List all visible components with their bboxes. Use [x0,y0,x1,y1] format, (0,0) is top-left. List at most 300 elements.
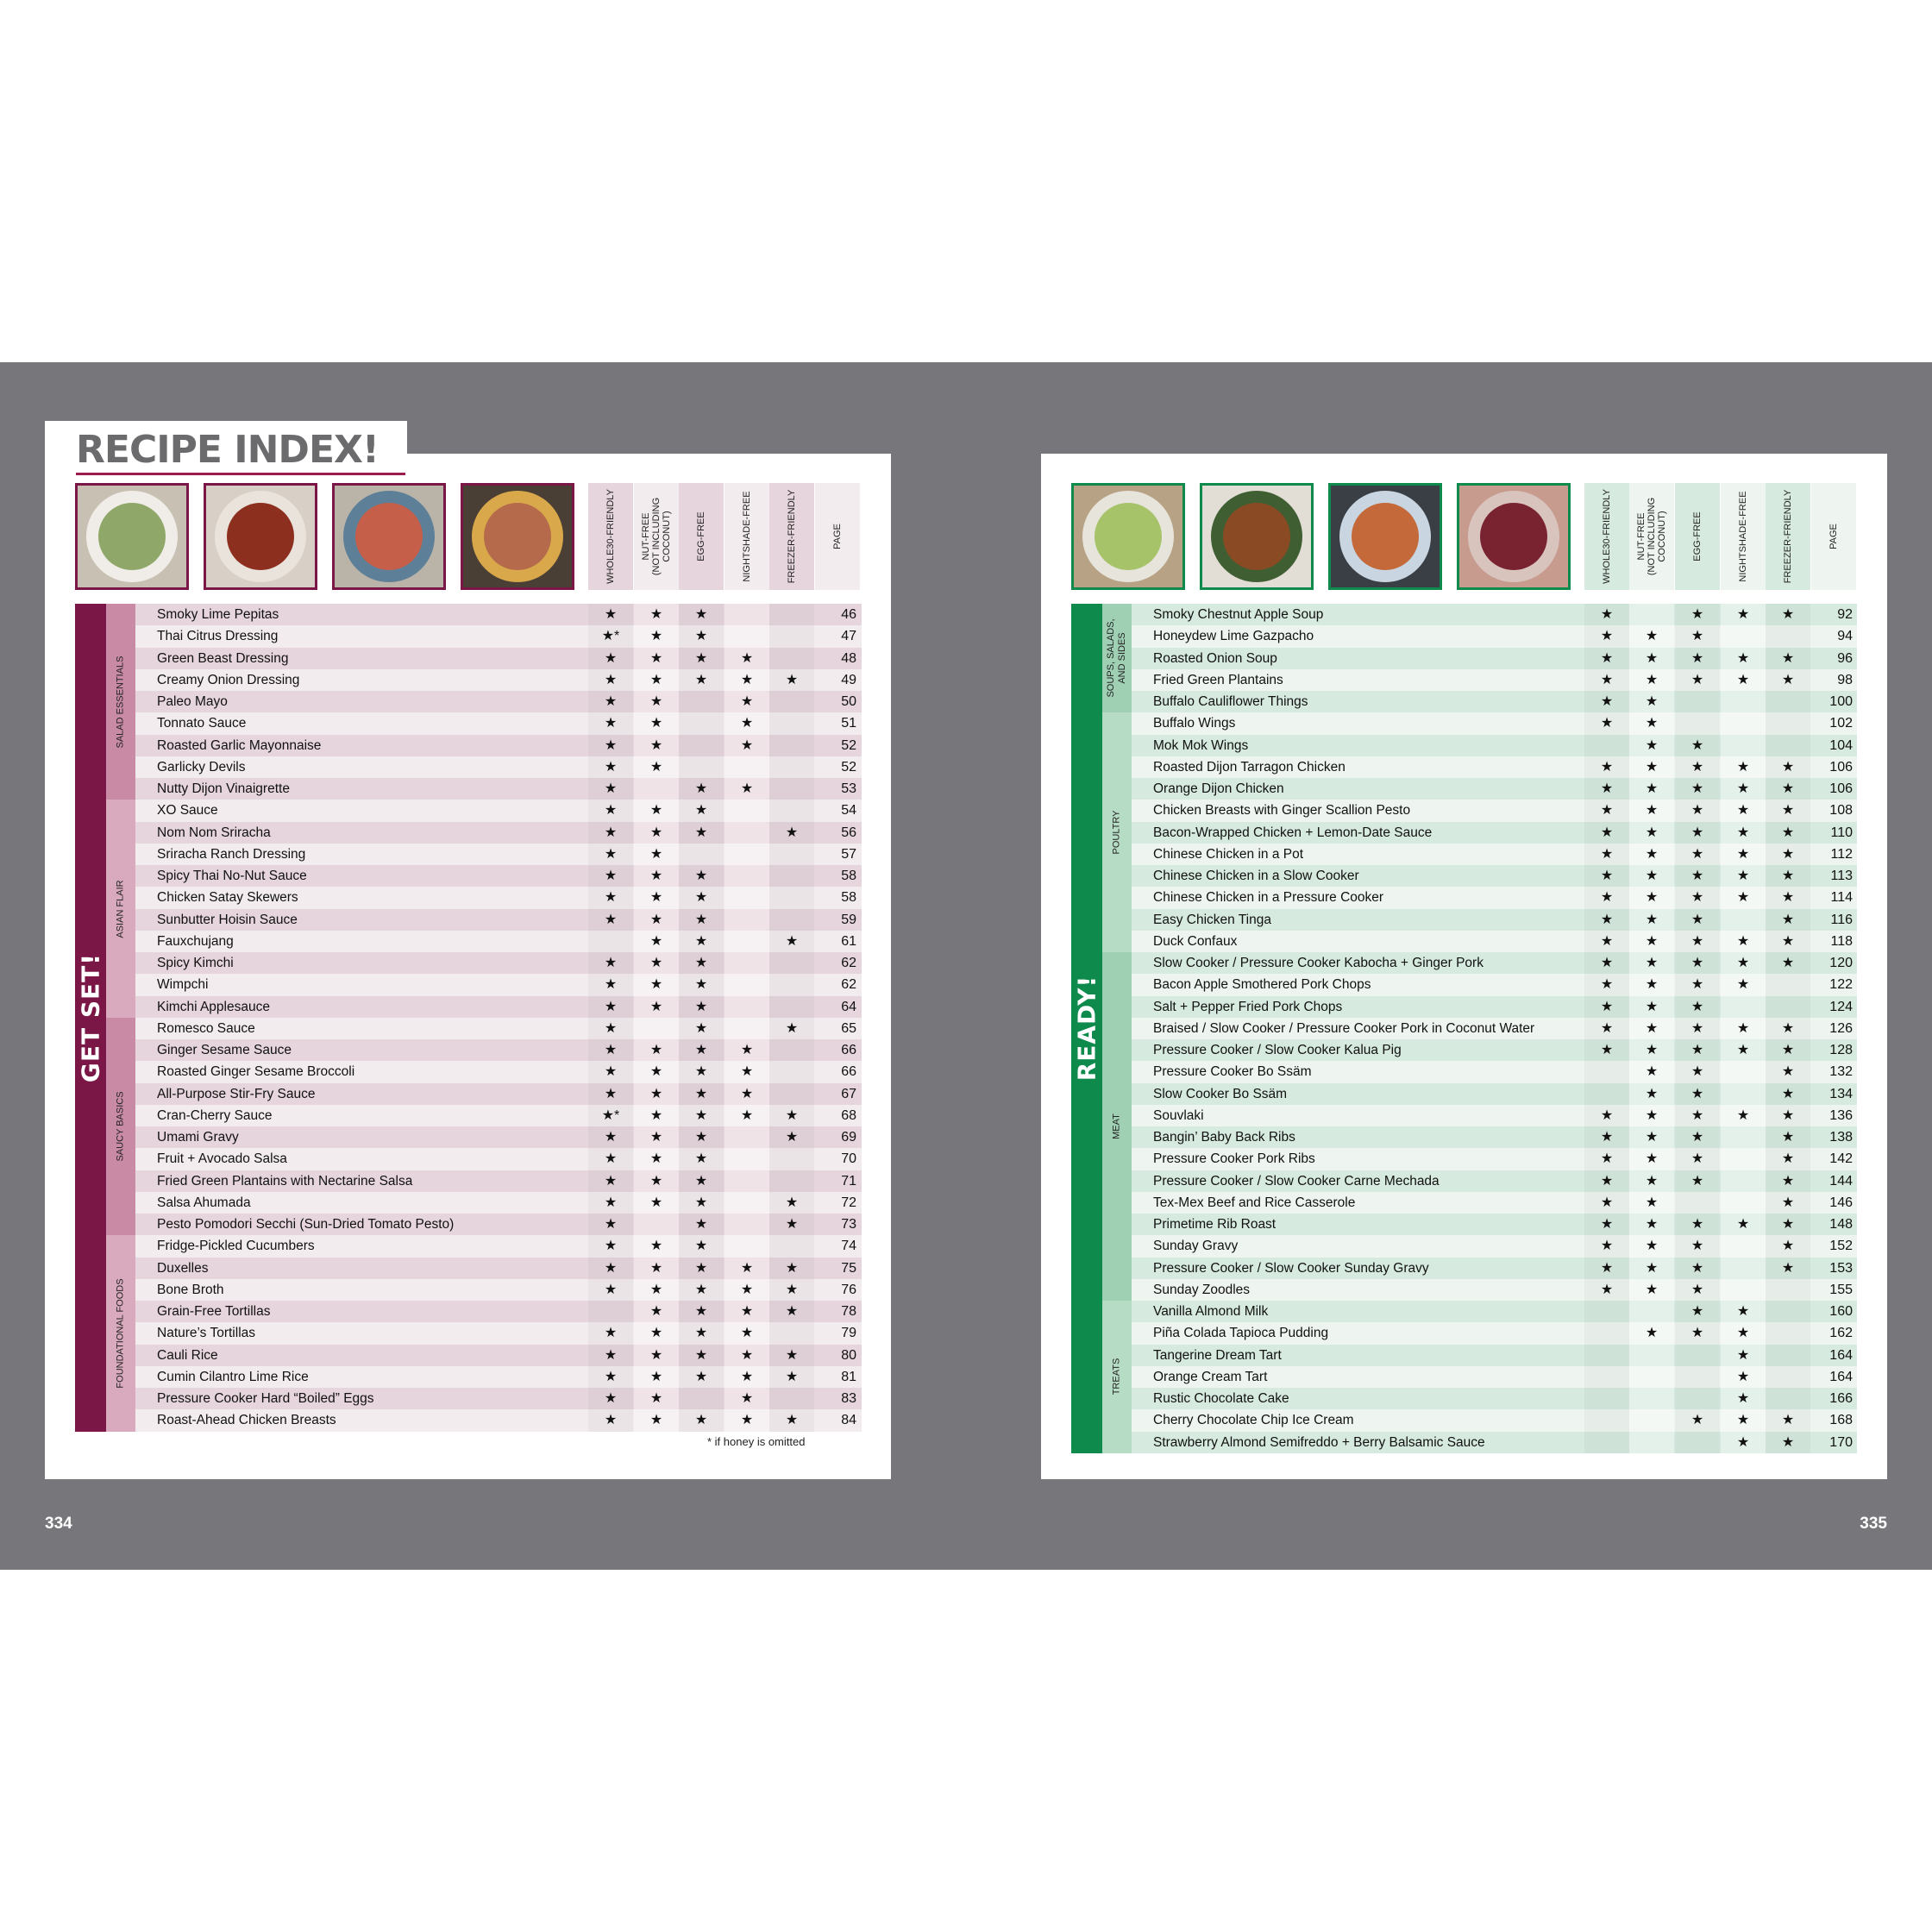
table-row [135,1366,862,1388]
star-cell [1766,735,1810,756]
star-cell [1766,1322,1810,1344]
star-cell: ★ [679,1170,724,1192]
star-cell [1675,1192,1720,1214]
table-row [1132,974,1857,995]
page-number-cell: 113 [1830,869,1853,883]
group-label-bar [1102,1301,1132,1453]
page-number-cell: 84 [841,1413,856,1428]
star-cell [634,1018,679,1039]
star-cell [724,1126,769,1148]
star-cell [769,648,814,669]
recipe-name: Duxelles [157,1260,209,1276]
star-cell: ★ [1629,691,1674,712]
star-cell [769,1083,814,1105]
star-cell [1675,1366,1720,1388]
page-number-cell: 78 [841,1304,856,1319]
column-header-0: WHOLE30-FRIENDLY [588,483,633,590]
page-number-cell: 47 [841,629,856,644]
star-cell [1675,712,1720,734]
table-row [1132,1061,1857,1082]
star-cell: ★ [634,1235,679,1257]
recipe-name: Fridge-Pickled Cucumbers [157,1239,315,1254]
star-cell: ★ [588,1322,633,1344]
column-header-0: WHOLE30-FRIENDLY [1584,483,1629,590]
recipe-name: Bone Broth [157,1282,224,1297]
star-cell: ★ [1629,844,1674,865]
star-cell: ★ [1629,735,1674,756]
table-row [135,974,862,995]
page-number-cell: 170 [1829,1434,1853,1450]
page-number-left: 334 [45,1515,72,1533]
star-cell: ★ [1675,1235,1720,1257]
star-cell [1629,1301,1674,1322]
star-cell: ★ [1766,648,1810,669]
star-cell: ★ [1584,1214,1629,1235]
star-cell: ★ [1675,996,1720,1018]
star-cell [1675,1345,1720,1366]
recipe-name: Nom Nom Sriracha [157,825,271,840]
star-cell: ★ [1721,887,1766,908]
star-cell: ★ [1675,1018,1720,1039]
star-cell [1584,1301,1629,1322]
recipe-name: Chinese Chicken in a Pressure Cooker [1153,890,1384,906]
star-cell: ★ [679,1322,724,1344]
star-cell [1721,691,1766,712]
star-cell: ★ [1766,800,1810,821]
star-cell [724,865,769,887]
star-cell: ★ [1629,778,1674,800]
star-cell: ★ [1584,1258,1629,1279]
recipe-name: Sunbutter Hoisin Sauce [157,912,298,927]
star-cell: ★ [1675,1258,1720,1279]
page-number-cell: 83 [841,1391,856,1406]
page-number-cell: 65 [841,1020,856,1036]
table-row [135,648,862,669]
star-cell: ★ [1721,800,1766,821]
star-cell: ★ [1584,1039,1629,1061]
star-cell: ★ [1675,800,1720,821]
star-cell [769,952,814,974]
star-cell: ★ [1766,1039,1810,1061]
star-cell [724,909,769,931]
star-cell: ★ [1675,778,1720,800]
star-cell: ★ [679,1148,724,1170]
star-cell [1721,1061,1766,1082]
table-row [1132,1366,1857,1388]
star-cell: ★ [634,604,679,625]
table-row [135,1235,862,1257]
star-cell [1675,1432,1720,1453]
star-cell: ★ [1675,669,1720,691]
table-row [1132,604,1857,625]
table-row [1132,1235,1857,1257]
star-cell: ★ [588,1148,633,1170]
table-row [1132,756,1857,778]
star-cell: ★ [1584,691,1629,712]
star-cell: ★ [769,1192,814,1214]
star-cell: ★ [1629,625,1674,647]
star-cell [1721,712,1766,734]
column-header-3: NIGHTSHADE-FREE [1721,483,1766,590]
table-row [1132,952,1857,974]
star-cell: ★ [679,1279,724,1301]
star-cell: ★ [588,691,633,712]
star-cell: ★ [1584,604,1629,625]
star-cell [724,1018,769,1039]
star-cell [769,1235,814,1257]
star-cell: ★ [588,1039,633,1061]
star-cell: ★ [1675,952,1720,974]
star-cell: ★ [1584,1018,1629,1039]
star-cell: ★ [1721,844,1766,865]
recipe-name: Green Beast Dressing [157,650,289,666]
star-cell [769,756,814,778]
star-cell [1721,1083,1766,1105]
star-cell: ★ [1721,931,1766,952]
star-cell: ★ [1584,1105,1629,1126]
recipe-name: Roast-Ahead Chicken Breasts [157,1413,336,1428]
group-label: POULTRY [1111,810,1122,855]
star-cell: ★ [1766,604,1810,625]
star-cell: ★ [769,1366,814,1388]
recipe-name: Smoky Lime Pepitas [157,607,279,622]
star-cell: ★ [588,1279,633,1301]
star-cell [1766,1388,1810,1409]
star-cell: ★ [588,1061,633,1082]
recipe-name: Roasted Garlic Mayonnaise [157,737,322,753]
group-label: FOUNDATIONAL FOODS [115,1278,126,1389]
star-cell: ★ [679,1192,724,1214]
table-row [1132,865,1857,887]
star-cell: ★ [724,1388,769,1409]
page-number-right: 335 [1860,1515,1887,1533]
star-cell: ★ [1629,822,1674,844]
table-row [1132,1409,1857,1431]
star-cell: ★ [634,800,679,821]
star-cell: ★ [634,648,679,669]
star-cell: ★ [1584,648,1629,669]
group-label: SALAD ESSENTIALS [115,656,126,749]
star-cell: ★ [679,669,724,691]
star-cell: ★ [1629,909,1674,931]
star-cell: ★ [724,691,769,712]
recipe-name: Salsa Ahumada [157,1195,251,1210]
star-cell: ★ [1629,1258,1674,1279]
star-cell: ★ [588,1214,633,1235]
star-cell: ★ [588,1388,633,1409]
table-row [135,1018,862,1039]
recipe-name: Chicken Breasts with Ginger Scallion Pesto [1153,803,1411,819]
star-cell [769,996,814,1018]
star-cell: ★ [679,931,724,952]
recipe-name: Pesto Pomodori Secchi (Sun-Dried Tomato Pesto) [157,1217,455,1232]
star-cell [724,996,769,1018]
star-cell: ★ [1766,822,1810,844]
recipe-name: Braised / Slow Cooker / Pressure Cooker Pork in Coconut Water [1153,1020,1535,1036]
recipe-name: Easy Chicken Tinga [1153,912,1271,927]
star-cell: ★ [588,952,633,974]
star-cell: ★ [769,1126,814,1148]
table-row [135,604,862,625]
star-cell [769,844,814,865]
star-cell [724,931,769,952]
star-cell: ★ [1721,865,1766,887]
recipe-name: XO Sauce [157,803,218,819]
star-cell: ★ [634,1039,679,1061]
page-number-cell: 62 [841,977,856,993]
star-cell: ★ [1721,1039,1766,1061]
page-number-cell: 126 [1829,1020,1853,1036]
recipe-name: Bangin’ Baby Back Ribs [1153,1130,1295,1145]
page-number-cell: 98 [1837,672,1853,687]
table-row [1132,1432,1857,1453]
group-label-bar [1102,952,1132,1301]
page-number-cell: 136 [1829,1107,1853,1123]
page-number-cell: 164 [1829,1369,1853,1384]
column-header-2: EGG-FREE [679,483,724,590]
star-cell: ★ [1766,778,1810,800]
star-cell: ★ [588,1192,633,1214]
page-number-cell: 160 [1829,1304,1853,1319]
recipe-name: Creamy Onion Dressing [157,672,300,687]
star-cell: ★ [1584,952,1629,974]
page-number-cell: 53 [841,781,856,796]
table-row [1132,625,1857,647]
page-number-cell: 58 [841,890,856,906]
star-cell: ★ [724,1039,769,1061]
star-cell: ★ [679,1061,724,1082]
group-label-bar [106,1018,135,1236]
page-number-cell: 79 [841,1326,856,1341]
duck-photo [1200,483,1314,590]
star-cell: ★ [1584,1192,1629,1214]
group-label-bar [1102,712,1132,952]
page-number-cell: 62 [841,956,856,970]
table-row [135,887,862,908]
table-row [135,778,862,800]
star-cell: ★ [634,1258,679,1279]
star-cell: ★ [1721,778,1766,800]
table-row [1132,931,1857,952]
star-cell: ★ [679,1366,724,1388]
page-number-cell: 148 [1829,1217,1853,1232]
star-cell: ★ [634,756,679,778]
star-cell: ★ [1584,712,1629,734]
star-cell [1584,1432,1629,1453]
page-number-cell: 144 [1829,1173,1853,1189]
star-cell: ★ [1675,735,1720,756]
star-cell: ★ [724,1366,769,1388]
page-title: RECIPE INDEX! [76,428,379,472]
page-number-cell: 64 [841,999,856,1014]
star-cell: ★ [679,1018,724,1039]
star-cell: ★ [634,1170,679,1192]
sauce-photo [204,483,317,590]
star-cell [1584,1061,1629,1082]
recipe-name: Bacon-Wrapped Chicken + Lemon-Date Sauce [1153,825,1433,840]
star-cell: ★ [588,822,633,844]
star-cell: ★ [679,1409,724,1431]
star-cell: ★ [1629,1322,1674,1344]
recipe-name: Pressure Cooker / Slow Cooker Carne Mechada [1153,1173,1440,1189]
star-cell: ★ [1584,1148,1629,1170]
star-cell: ★ [588,800,633,821]
star-cell: ★ [1584,1126,1629,1148]
star-cell: ★ [1675,1409,1720,1431]
star-cell: ★ [1766,844,1810,865]
star-cell: ★ [769,931,814,952]
recipe-name: Piña Colada Tapioca Pudding [1153,1326,1329,1341]
page-number-cell: 69 [841,1130,856,1145]
section-title: READY! [1072,975,1101,1082]
star-cell: ★ [588,735,633,756]
star-cell: ★ [1766,952,1810,974]
star-cell: ★ [1721,974,1766,995]
star-cell [1629,604,1674,625]
page-number-cell: 68 [841,1107,856,1123]
page-number-cell: 96 [1837,650,1853,666]
table-row [1132,1148,1857,1170]
star-cell [769,625,814,647]
star-cell: ★ [1629,1192,1674,1214]
star-cell: ★ [1584,1279,1629,1301]
table-row [135,931,862,952]
star-cell: ★ [1629,1170,1674,1192]
star-cell: ★ [679,625,724,647]
star-cell: ★ [1721,1105,1766,1126]
star-cell [1675,1388,1720,1409]
star-cell: ★ [1675,974,1720,995]
star-cell: ★ [769,1409,814,1431]
recipe-name: Grain-Free Tortillas [157,1304,271,1319]
star-cell: ★ [1584,865,1629,887]
page-number-cell: 66 [841,1064,856,1080]
recipe-name: Fried Green Plantains with Nectarine Salsa [157,1173,413,1189]
star-cell: ★ [1629,1039,1674,1061]
section-bar [1071,604,1102,1453]
table-row [1132,1388,1857,1409]
page-number-cell: 51 [841,716,856,731]
page-number-cell: 74 [841,1239,856,1254]
page-number-cell: 58 [841,869,856,883]
star-cell: ★ [679,952,724,974]
star-cell [769,1061,814,1082]
recipe-name: Garlicky Devils [157,759,246,775]
star-cell: ★ [769,1105,814,1126]
star-cell: ★ [1766,1061,1810,1082]
star-cell: ★ [769,669,814,691]
star-cell: ★ [724,1345,769,1366]
page-number-cell: 128 [1829,1043,1853,1057]
star-cell: ★ [1721,1301,1766,1322]
table-row [135,756,862,778]
recipe-name: Primetime Rib Roast [1153,1217,1276,1232]
star-cell: ★ [634,952,679,974]
star-cell: ★ [634,844,679,865]
star-cell [769,604,814,625]
column-header-1: NUT-FREE (NOT INCLUDING COCONUT) [1629,483,1674,590]
star-cell: ★ [679,865,724,887]
table-row [1132,1301,1857,1322]
table-row [1132,735,1857,756]
table-row [1132,1192,1857,1214]
table-row [1132,996,1857,1018]
star-cell: ★ [1629,1083,1674,1105]
page-number-cell: 71 [841,1173,856,1189]
star-cell: ★ [1766,1018,1810,1039]
star-cell [1766,712,1810,734]
table-row [135,909,862,931]
star-cell [1721,1279,1766,1301]
recipe-name: Chinese Chicken in a Pot [1153,846,1304,862]
star-cell: ★ [588,887,633,908]
star-cell: ★ [588,778,633,800]
page-number-cell: 46 [841,607,856,622]
table-row [1132,822,1857,844]
page-number-cell: 134 [1829,1086,1853,1101]
kimchi-photo [332,483,446,590]
star-cell: ★ [1675,1214,1720,1235]
recipe-name: Mok Mok Wings [1153,737,1249,753]
table-row [1132,1322,1857,1344]
section-title: GET SET! [76,952,105,1082]
page-number-cell: 61 [841,933,856,949]
page-number-cell: 164 [1829,1347,1853,1363]
star-cell: ★ [634,931,679,952]
star-cell [679,735,724,756]
star-cell: ★ [1675,1061,1720,1082]
star-cell: ★ [1721,1366,1766,1388]
column-header-1: NUT-FREE (NOT INCLUDING COCONUT) [634,483,679,590]
star-cell: ★ [724,1061,769,1082]
table-row [135,1126,862,1148]
star-cell: ★ [769,1345,814,1366]
group-label: ASIAN FLAIR [115,879,126,938]
star-cell [1629,1409,1674,1431]
star-cell: ★ [588,1170,633,1192]
table-row [135,1388,862,1409]
page-number-cell: 73 [841,1217,856,1232]
recipe-name: Spicy Thai No-Nut Sauce [157,869,307,883]
star-cell [769,887,814,908]
page-number-cell: 118 [1830,933,1853,949]
star-cell: ★* [588,1105,633,1126]
star-cell: ★ [679,1126,724,1148]
star-cell: ★ [634,1301,679,1322]
star-cell [634,778,679,800]
star-cell: ★ [1584,625,1629,647]
table-row [135,865,862,887]
recipe-name: Cauli Rice [157,1347,218,1363]
table-row [135,844,862,865]
title-underline [76,473,405,475]
star-cell: ★ [634,1345,679,1366]
star-cell: ★ [1766,1126,1810,1148]
page-number-cell: 106 [1829,781,1853,796]
table-row [135,822,862,844]
star-cell: ★ [1629,1018,1674,1039]
title-tab [45,421,407,473]
star-cell: ★ [634,865,679,887]
star-cell [769,865,814,887]
star-cell: ★ [1629,1279,1674,1301]
star-cell: ★ [634,735,679,756]
star-cell: ★ [1766,931,1810,952]
star-cell: ★ [634,1148,679,1170]
recipe-name: Paleo Mayo [157,694,228,709]
page-number-cell: 52 [841,759,856,775]
recipe-name: Romesco Sauce [157,1020,255,1036]
